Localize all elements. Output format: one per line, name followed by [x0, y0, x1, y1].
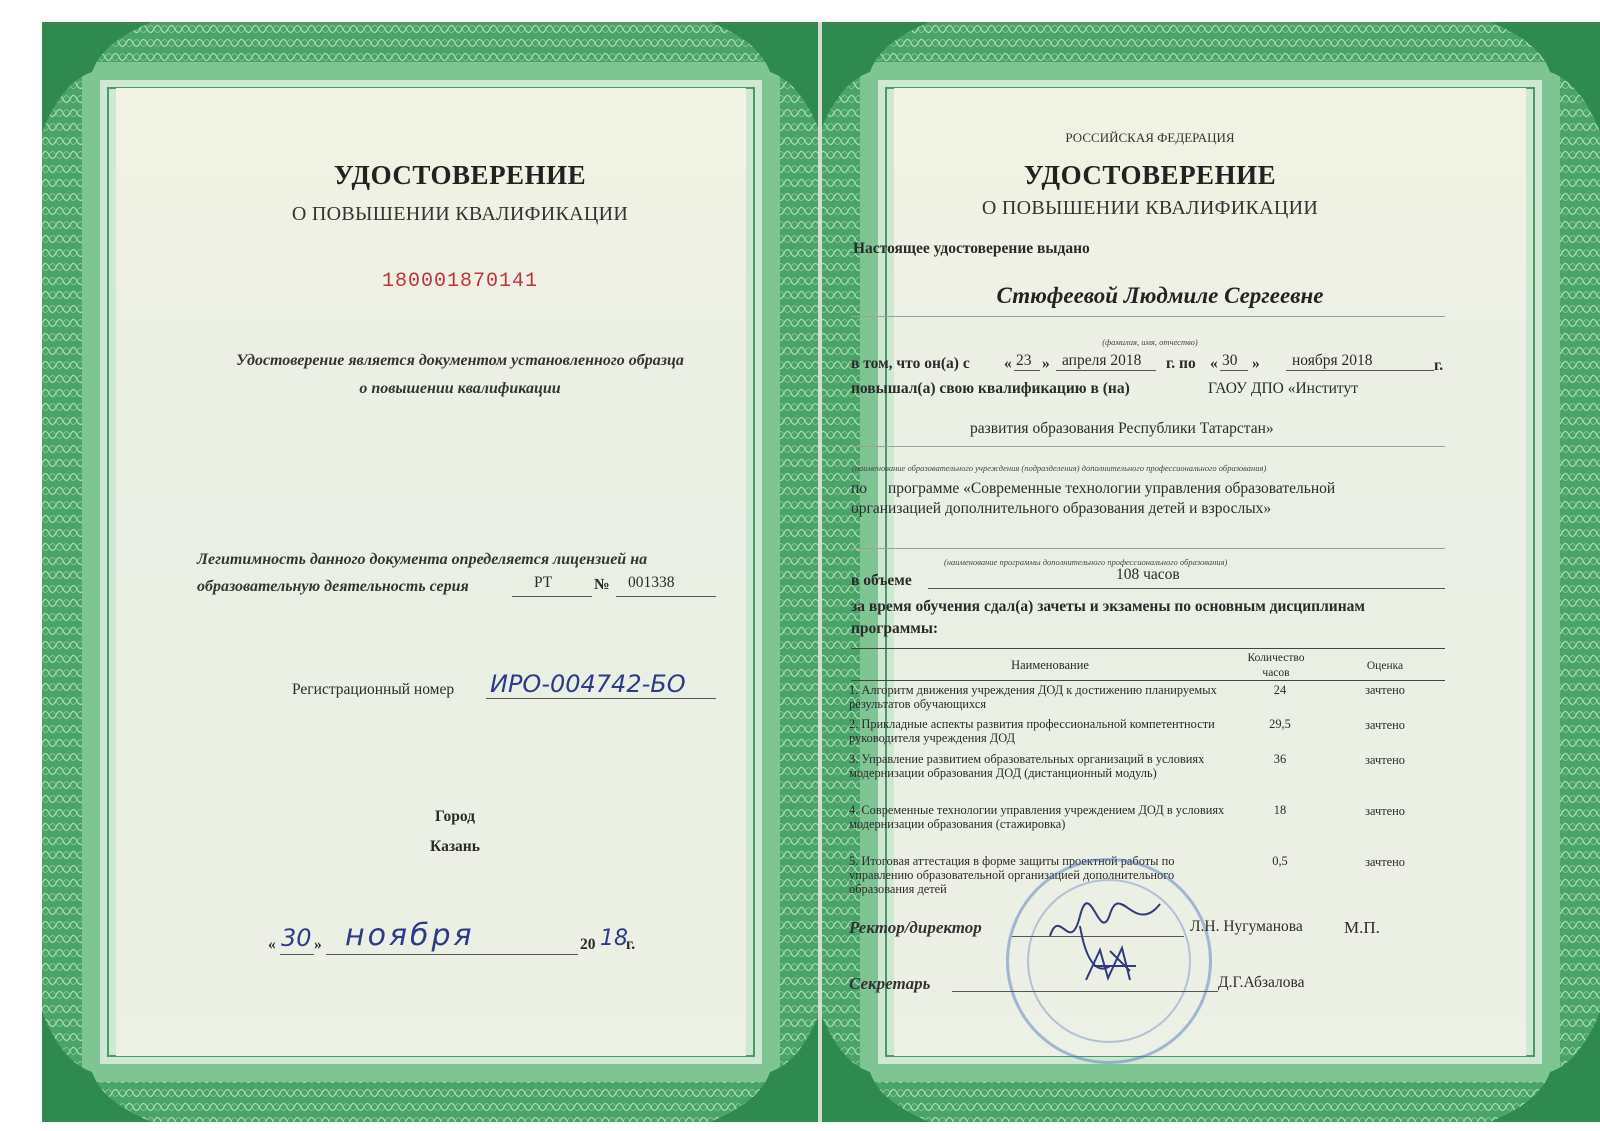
license-series: РТ	[534, 574, 553, 591]
left-inner-field	[116, 88, 746, 1056]
table-row-2-hours: 29,5	[1269, 717, 1291, 731]
table-header-name: Наименование	[1011, 658, 1089, 672]
to-quote-close: »	[1252, 355, 1260, 372]
table-header-rule	[851, 680, 1445, 681]
date-year-suffix: 18	[600, 926, 628, 951]
reg-number-label: Регистрационный номер	[292, 681, 455, 698]
to-month-year: ноября 2018	[1292, 352, 1373, 369]
statement-line-1: Удостоверение является документом установленного образца	[236, 352, 684, 369]
program-line-1: программе «Современные технологии управления образовательной	[888, 480, 1336, 497]
page-fold	[818, 22, 822, 1122]
secretary-label: Секретарь	[849, 974, 931, 993]
date-quote-open: «	[268, 936, 276, 953]
period-prefix: в том, что он(а) с	[851, 355, 970, 372]
program-underline	[851, 548, 1445, 549]
table-row-4-name: 4. Современные технологии управления учреждением ДОД в условиях модернизации образования (стажировка)	[849, 803, 1225, 831]
program-prefix: по	[851, 480, 868, 497]
from-month-underline	[1056, 370, 1156, 371]
table-row-1-name: 1. Алгоритм движения учреждения ДОД к достижению планируемых результатов обучающихся	[849, 683, 1217, 711]
date-year-unit: г.	[626, 936, 636, 953]
right-subtitle: О ПОВЫШЕНИИ КВАЛИФИКАЦИИ	[981, 197, 1319, 219]
seal-label: М.П.	[1344, 918, 1380, 937]
table-row-1-grade: зачтено	[1365, 683, 1405, 697]
table-header-hours-1: Количество	[1247, 652, 1305, 664]
issued-to-label: Настоящее удостоверение выдано	[853, 240, 1090, 257]
right-inner-field	[894, 88, 1526, 1056]
table-row-2-grade: зачтено	[1365, 718, 1405, 732]
table-top-rule	[851, 648, 1445, 649]
to-month-underline	[1286, 370, 1434, 371]
to-quote-open: «	[1210, 355, 1218, 372]
rector-label: Ректор/директор	[849, 918, 982, 937]
table-row-3-hours: 36	[1273, 752, 1287, 766]
volume-label: в объеме	[851, 572, 912, 589]
secretary-signature-icon	[1078, 940, 1148, 990]
city-value: Казань	[430, 838, 480, 855]
recipient-name: Стюфеевой Людмиле Сергеевне	[996, 283, 1324, 308]
table-header-hours-2: часов	[1262, 667, 1290, 679]
table-row-3-grade: зачтено	[1365, 753, 1405, 767]
date-day: 30	[281, 924, 312, 952]
institution-line-1: ГАОУ ДПО «Институт	[1208, 380, 1358, 397]
license-no-label: №	[594, 576, 610, 593]
secretary-name: Д.Г.Абзалова	[1218, 974, 1305, 991]
from-quote-close: »	[1042, 355, 1050, 372]
table-row-3-name: 3. Управление развитием образовательных организаций в условиях модернизации образования ДОД (дистанционный модуль)	[849, 752, 1205, 780]
statement-line-2: о повышении квалификации	[359, 380, 561, 397]
city-label: Город	[434, 808, 475, 825]
volume-value: 108 часов	[1116, 566, 1180, 583]
table-row-2-name: 2. Прикладные аспекты развития профессиональной компетентности руководителя учреждения ДОД	[849, 717, 1215, 745]
exams-line-1: за время обучения сдал(а) зачеты и экзамены по основным дисциплинам	[851, 598, 1365, 615]
license-line-1: Легитимность данного документа определяется лицензией на	[197, 551, 648, 568]
reg-number-value: ИРО-004742-БО	[490, 670, 686, 698]
name-caption: (фамилия, имя, отчество)	[1102, 337, 1198, 347]
date-day-underline	[280, 954, 314, 955]
institution-caption: (наименование образовательного учреждения (подразделения) дополнительного профессионального образования)	[852, 463, 1267, 473]
from-day: 23	[1016, 352, 1032, 369]
secretary-signature-line	[952, 991, 1218, 992]
exams-line-2: программы:	[851, 620, 939, 637]
table-row-4-grade: зачтено	[1365, 804, 1405, 818]
left-subtitle: О ПОВЫШЕНИИ КВАЛИФИКАЦИИ	[291, 203, 629, 225]
from-quote-open: «	[1004, 355, 1012, 372]
table-row-5-grade: зачтено	[1365, 855, 1405, 869]
qualified-at-label: повышал(а) свою квалификацию в (на)	[851, 380, 1130, 397]
from-day-underline	[1014, 370, 1040, 371]
volume-underline	[928, 588, 1445, 589]
table-row-5-name: 5. Итоговая аттестация в форме защиты проектной работы по управлению образовательной организацией дополнительного образования детей	[849, 854, 1175, 896]
institution-line-2: развития образования Республики Татарстан»	[970, 420, 1274, 437]
date-month: ноября	[345, 918, 475, 953]
rector-name: Л.Н. Нугуманова	[1190, 918, 1303, 935]
license-number: 001338	[628, 574, 675, 591]
date-month-underline	[326, 954, 578, 955]
serial-number: 180001870141	[381, 270, 539, 293]
series-underline	[512, 596, 592, 597]
table-row-5-hours: 0,5	[1272, 854, 1288, 868]
table-header-grade: Оценка	[1366, 660, 1404, 672]
from-month-year: апреля 2018	[1062, 352, 1142, 369]
reg-number-underline	[486, 698, 716, 699]
date-quote-close: »	[314, 936, 322, 953]
date-year-prefix: 20	[580, 936, 596, 953]
left-title: УДОСТОВЕРЕНИЕ	[333, 160, 587, 190]
to-day: 30	[1222, 352, 1238, 369]
to-label: г. по	[1166, 355, 1196, 372]
to-day-underline	[1220, 370, 1248, 371]
table-row-4-hours: 18	[1273, 803, 1287, 817]
license-line-2: образовательную деятельность серия	[197, 578, 469, 595]
recipient-underline	[851, 316, 1445, 317]
table-row-1-hours: 24	[1273, 683, 1287, 697]
country-name: РОССИЙСКАЯ ФЕДЕРАЦИЯ	[1065, 130, 1235, 145]
program-caption: (наименование программы дополнительного профессионального образования)	[944, 557, 1228, 567]
year-unit: г.	[1434, 357, 1444, 374]
program-line-2: организацией дополнительного образования детей и взрослых»	[851, 500, 1272, 517]
right-title: УДОСТОВЕРЕНИЕ	[1023, 160, 1277, 190]
institution-underline	[851, 446, 1445, 447]
license-number-underline	[616, 596, 716, 597]
